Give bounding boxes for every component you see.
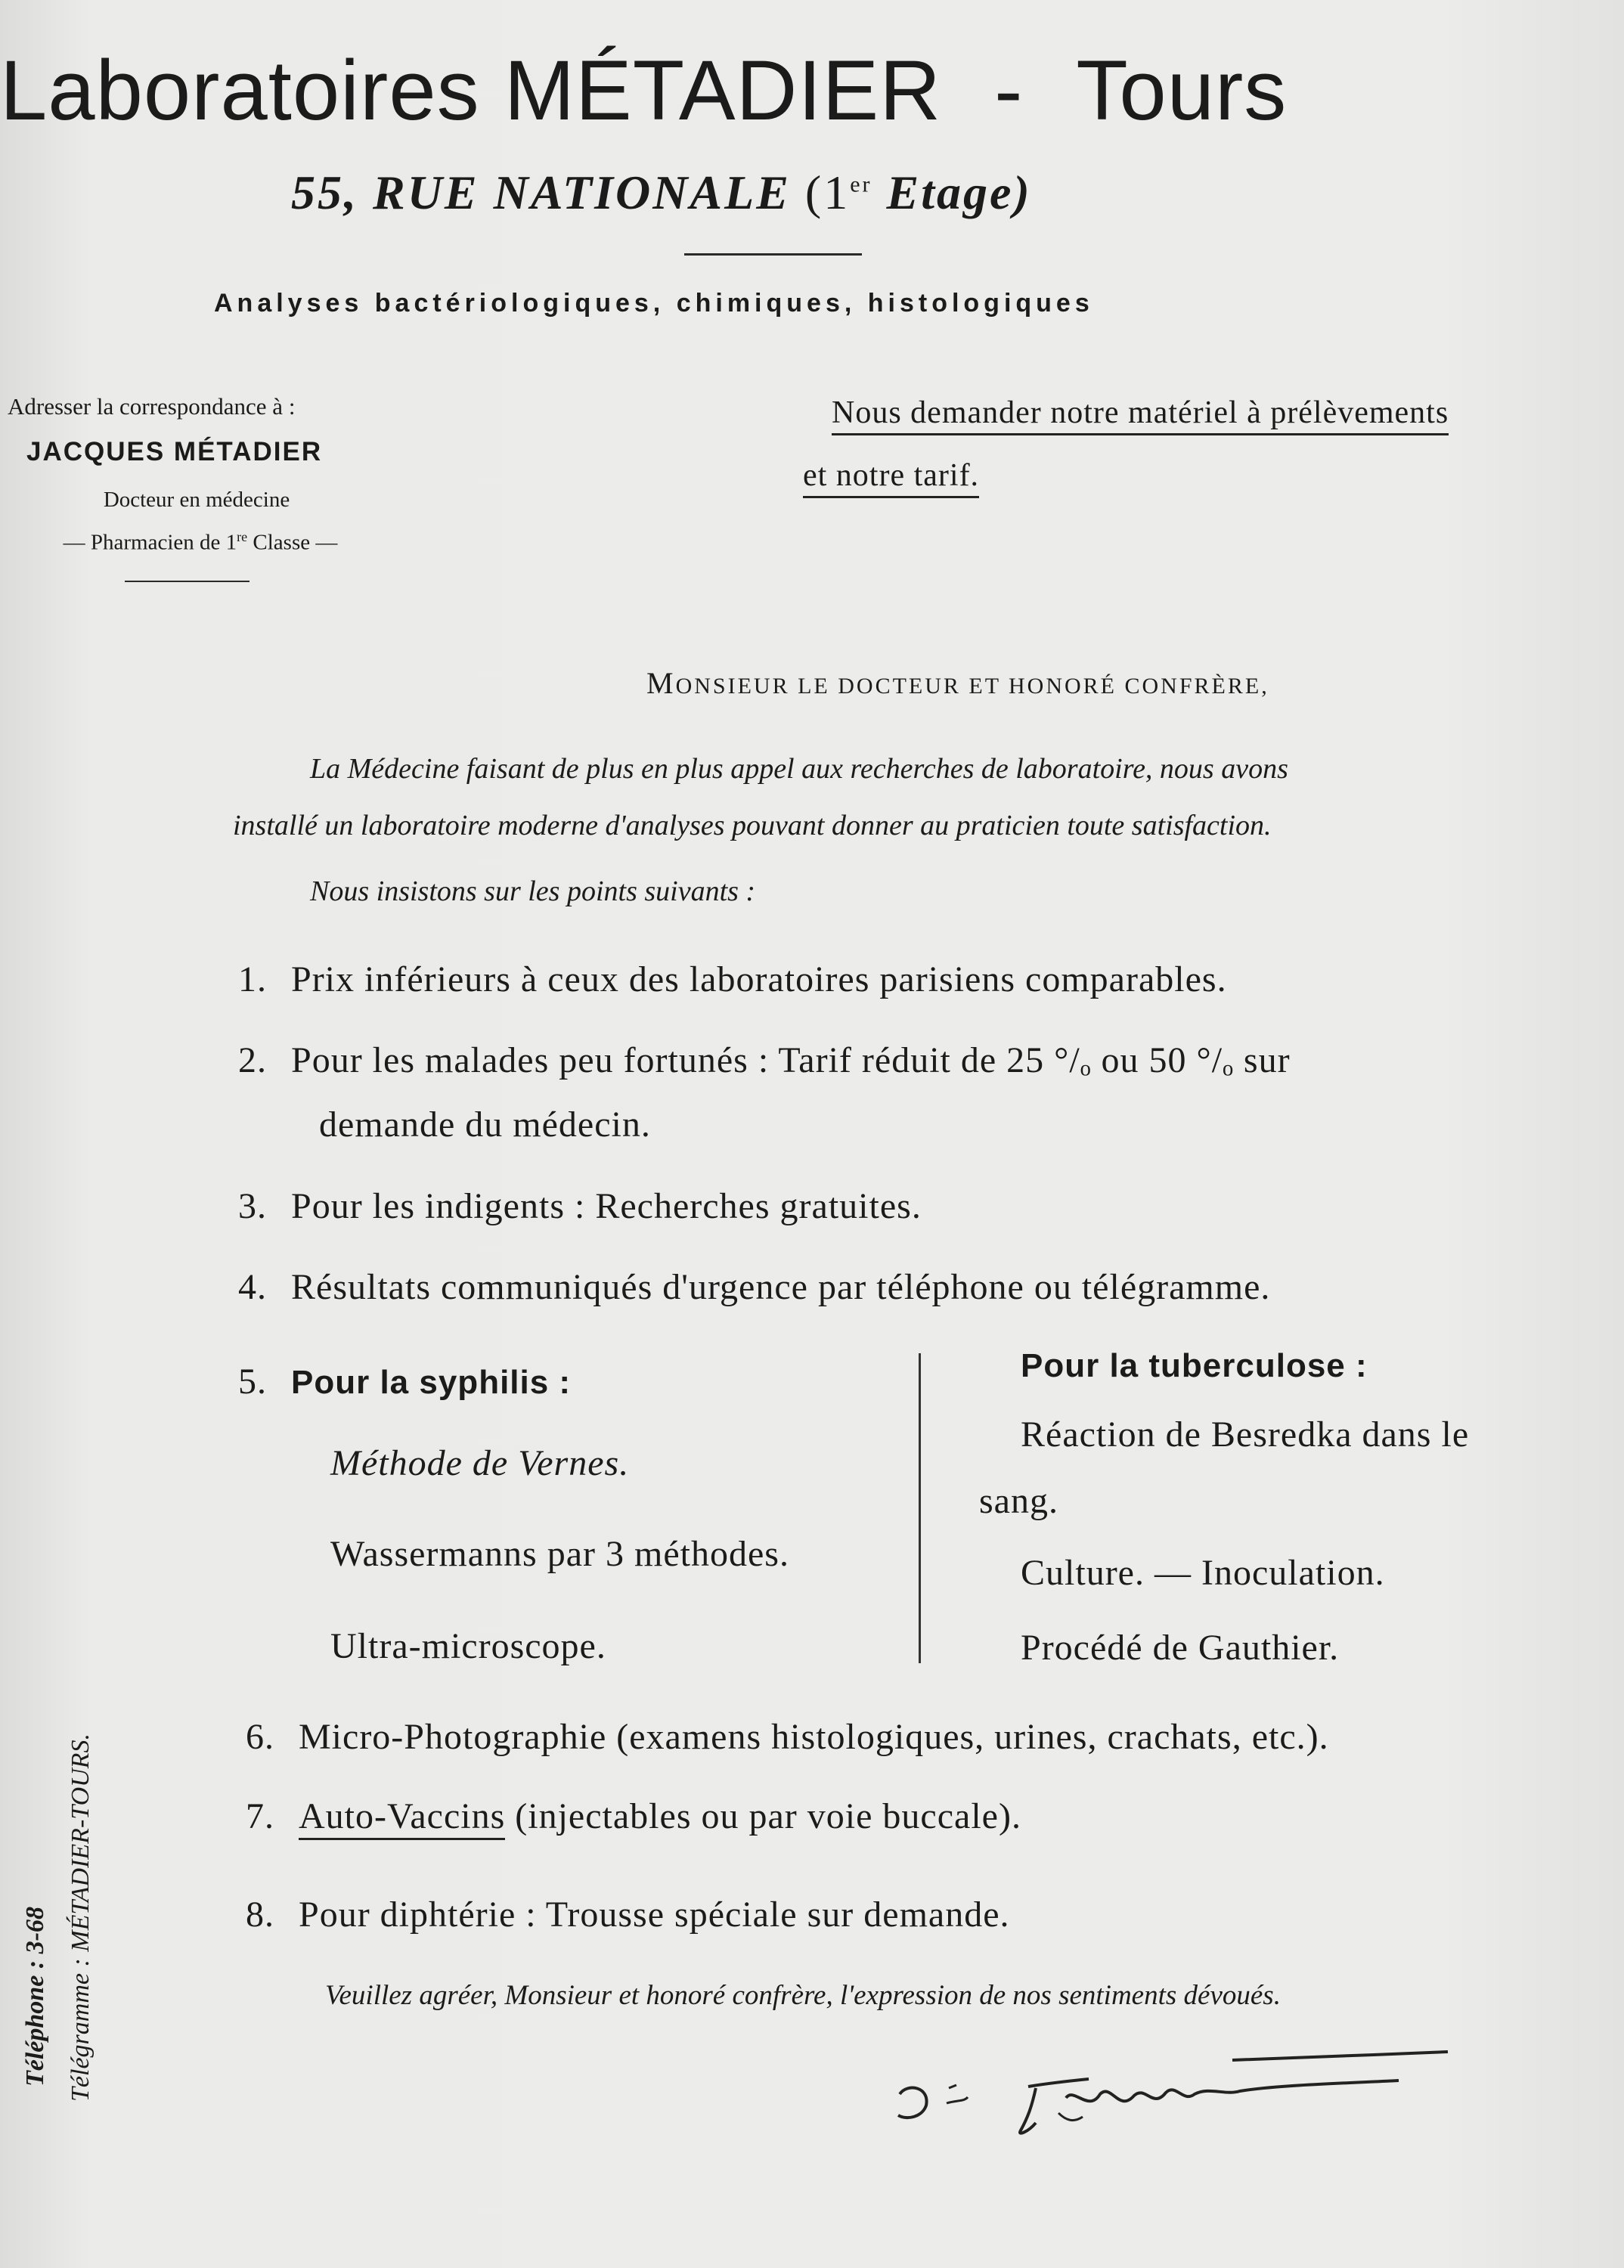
title-name: Laboratoires MÉTADIER xyxy=(0,43,942,138)
list-item-text: Prix inférieurs à ceux des laboratoires parisiens comparables. xyxy=(291,959,1227,999)
syphilis-wassermann: Wassermanns par 3 méthodes. xyxy=(330,1534,789,1574)
tuberculose-besredka: Réaction de Besredka dans le xyxy=(1021,1414,1470,1455)
syphilis-heading: Pour la syphilis : xyxy=(291,1364,572,1401)
side-telephone: Téléphone : 3-68 xyxy=(21,1907,49,2087)
tuberculose-gauthier: Procédé de Gauthier. xyxy=(1021,1628,1340,1668)
list-item-number: 8. xyxy=(246,1895,274,1935)
services-line: Analyses bactériologiques, chimiques, histologiques xyxy=(214,289,1094,318)
tuberculose-heading: Pour la tuberculose : xyxy=(1021,1347,1368,1384)
salutation-text: ONSIEUR LE DOCTEUR ET HONORÉ CONFRÈRE, xyxy=(675,674,1269,699)
correspondence-title: Docteur en médecine xyxy=(103,488,290,512)
tuberculose-besredka-continued: sang. xyxy=(979,1481,1058,1521)
title-city: Tours xyxy=(1076,43,1288,138)
list-item-1 xyxy=(238,959,1227,1000)
list-item-number: 1. xyxy=(238,959,267,999)
list-item-text: Micro-Photographie (examens histologiques, urines, crachats, etc.). xyxy=(299,1717,1329,1757)
address-floor-close: Etage) xyxy=(886,166,1032,219)
list-item-number: 5. xyxy=(238,1362,267,1402)
address-floor-open: (1 xyxy=(804,166,851,219)
qualification-class: Classe xyxy=(253,530,311,555)
list-item-8 xyxy=(246,1894,1010,1935)
list-item-text: Résultats communiqués d'urgence par téléphone ou télégramme. xyxy=(291,1267,1271,1307)
header-divider xyxy=(684,253,862,256)
address-floor-sup: er xyxy=(850,172,872,197)
salutation-initial: M xyxy=(646,666,676,700)
title-dash: - xyxy=(994,43,1024,138)
correspondence-qualification: — Pharmacien de 1re Classe — xyxy=(63,529,338,555)
intro-line-2: installé un laboratoire moderne d'analyses pouvant donner au praticien toute satisfaction. xyxy=(233,810,1272,841)
request-line-1 xyxy=(832,395,1449,431)
intro-line-3: Nous insistons sur les points suivants : xyxy=(310,875,756,907)
list-item-2 xyxy=(238,1040,1291,1081)
letterhead-address xyxy=(291,165,1312,221)
list-item-text: (injectables ou par voie buccale). xyxy=(505,1796,1021,1836)
correspondence-label: Adresser la correspondance à : xyxy=(8,393,296,420)
list-item-number: 4. xyxy=(238,1267,267,1307)
list-item-text: Pour les malades peu fortunés : Tarif réduit de 25 °/ₒ ou 50 °/ₒ sur xyxy=(291,1040,1291,1080)
list-item-number: 7. xyxy=(246,1796,274,1836)
column-divider xyxy=(919,1353,921,1663)
letterhead-title xyxy=(0,42,1580,139)
request-line-1-text: Nous demander notre matériel à prélèvements xyxy=(832,395,1449,435)
list-item-number: 2. xyxy=(238,1040,267,1080)
salutation xyxy=(646,665,1269,701)
syphilis-method-vernes: Méthode de Vernes. xyxy=(330,1443,630,1483)
correspondence-divider xyxy=(125,581,249,582)
closing-formula: Veuillez agréer, Monsieur et honoré confrère, l'expression de nos sentiments dévoués. xyxy=(325,1980,1281,2011)
tuberculose-culture: Culture. — Inoculation. xyxy=(1021,1553,1385,1593)
list-item-number: 6. xyxy=(246,1717,274,1757)
auto-vaccins-label: Auto-Vaccins xyxy=(299,1796,505,1840)
list-item-6 xyxy=(246,1716,1329,1758)
list-item-4 xyxy=(238,1266,1270,1308)
request-line-2 xyxy=(803,457,979,494)
signature-image xyxy=(885,2041,1459,2155)
address-street: 55, RUE NATIONALE xyxy=(291,166,791,219)
list-item-2-continued: demande du médecin. xyxy=(319,1105,651,1145)
list-item-3 xyxy=(238,1185,922,1227)
intro-line-1: La Médecine faisant de plus en plus appel aux recherches de laboratoire, nous avons xyxy=(310,753,1288,785)
list-item-7 xyxy=(246,1796,1021,1837)
qualification-text: Pharmacien de 1 xyxy=(90,530,237,555)
list-item-text: Pour diphtérie : Trousse spéciale sur demande. xyxy=(299,1895,1010,1935)
qualification-sup: re xyxy=(237,529,248,544)
list-item-5 xyxy=(238,1361,571,1402)
address-floor xyxy=(805,166,1032,219)
correspondence-name: JACQUES MÉTADIER xyxy=(26,437,323,466)
request-line-2-text: et notre tarif. xyxy=(803,458,979,498)
syphilis-ultramicroscope: Ultra-microscope. xyxy=(330,1626,606,1666)
side-telegramme: Télégramme : MÉTADIER-TOURS. xyxy=(67,1734,95,2102)
list-item-text: Pour les indigents : Recherches gratuites. xyxy=(291,1186,922,1226)
list-item-number: 3. xyxy=(238,1186,267,1226)
